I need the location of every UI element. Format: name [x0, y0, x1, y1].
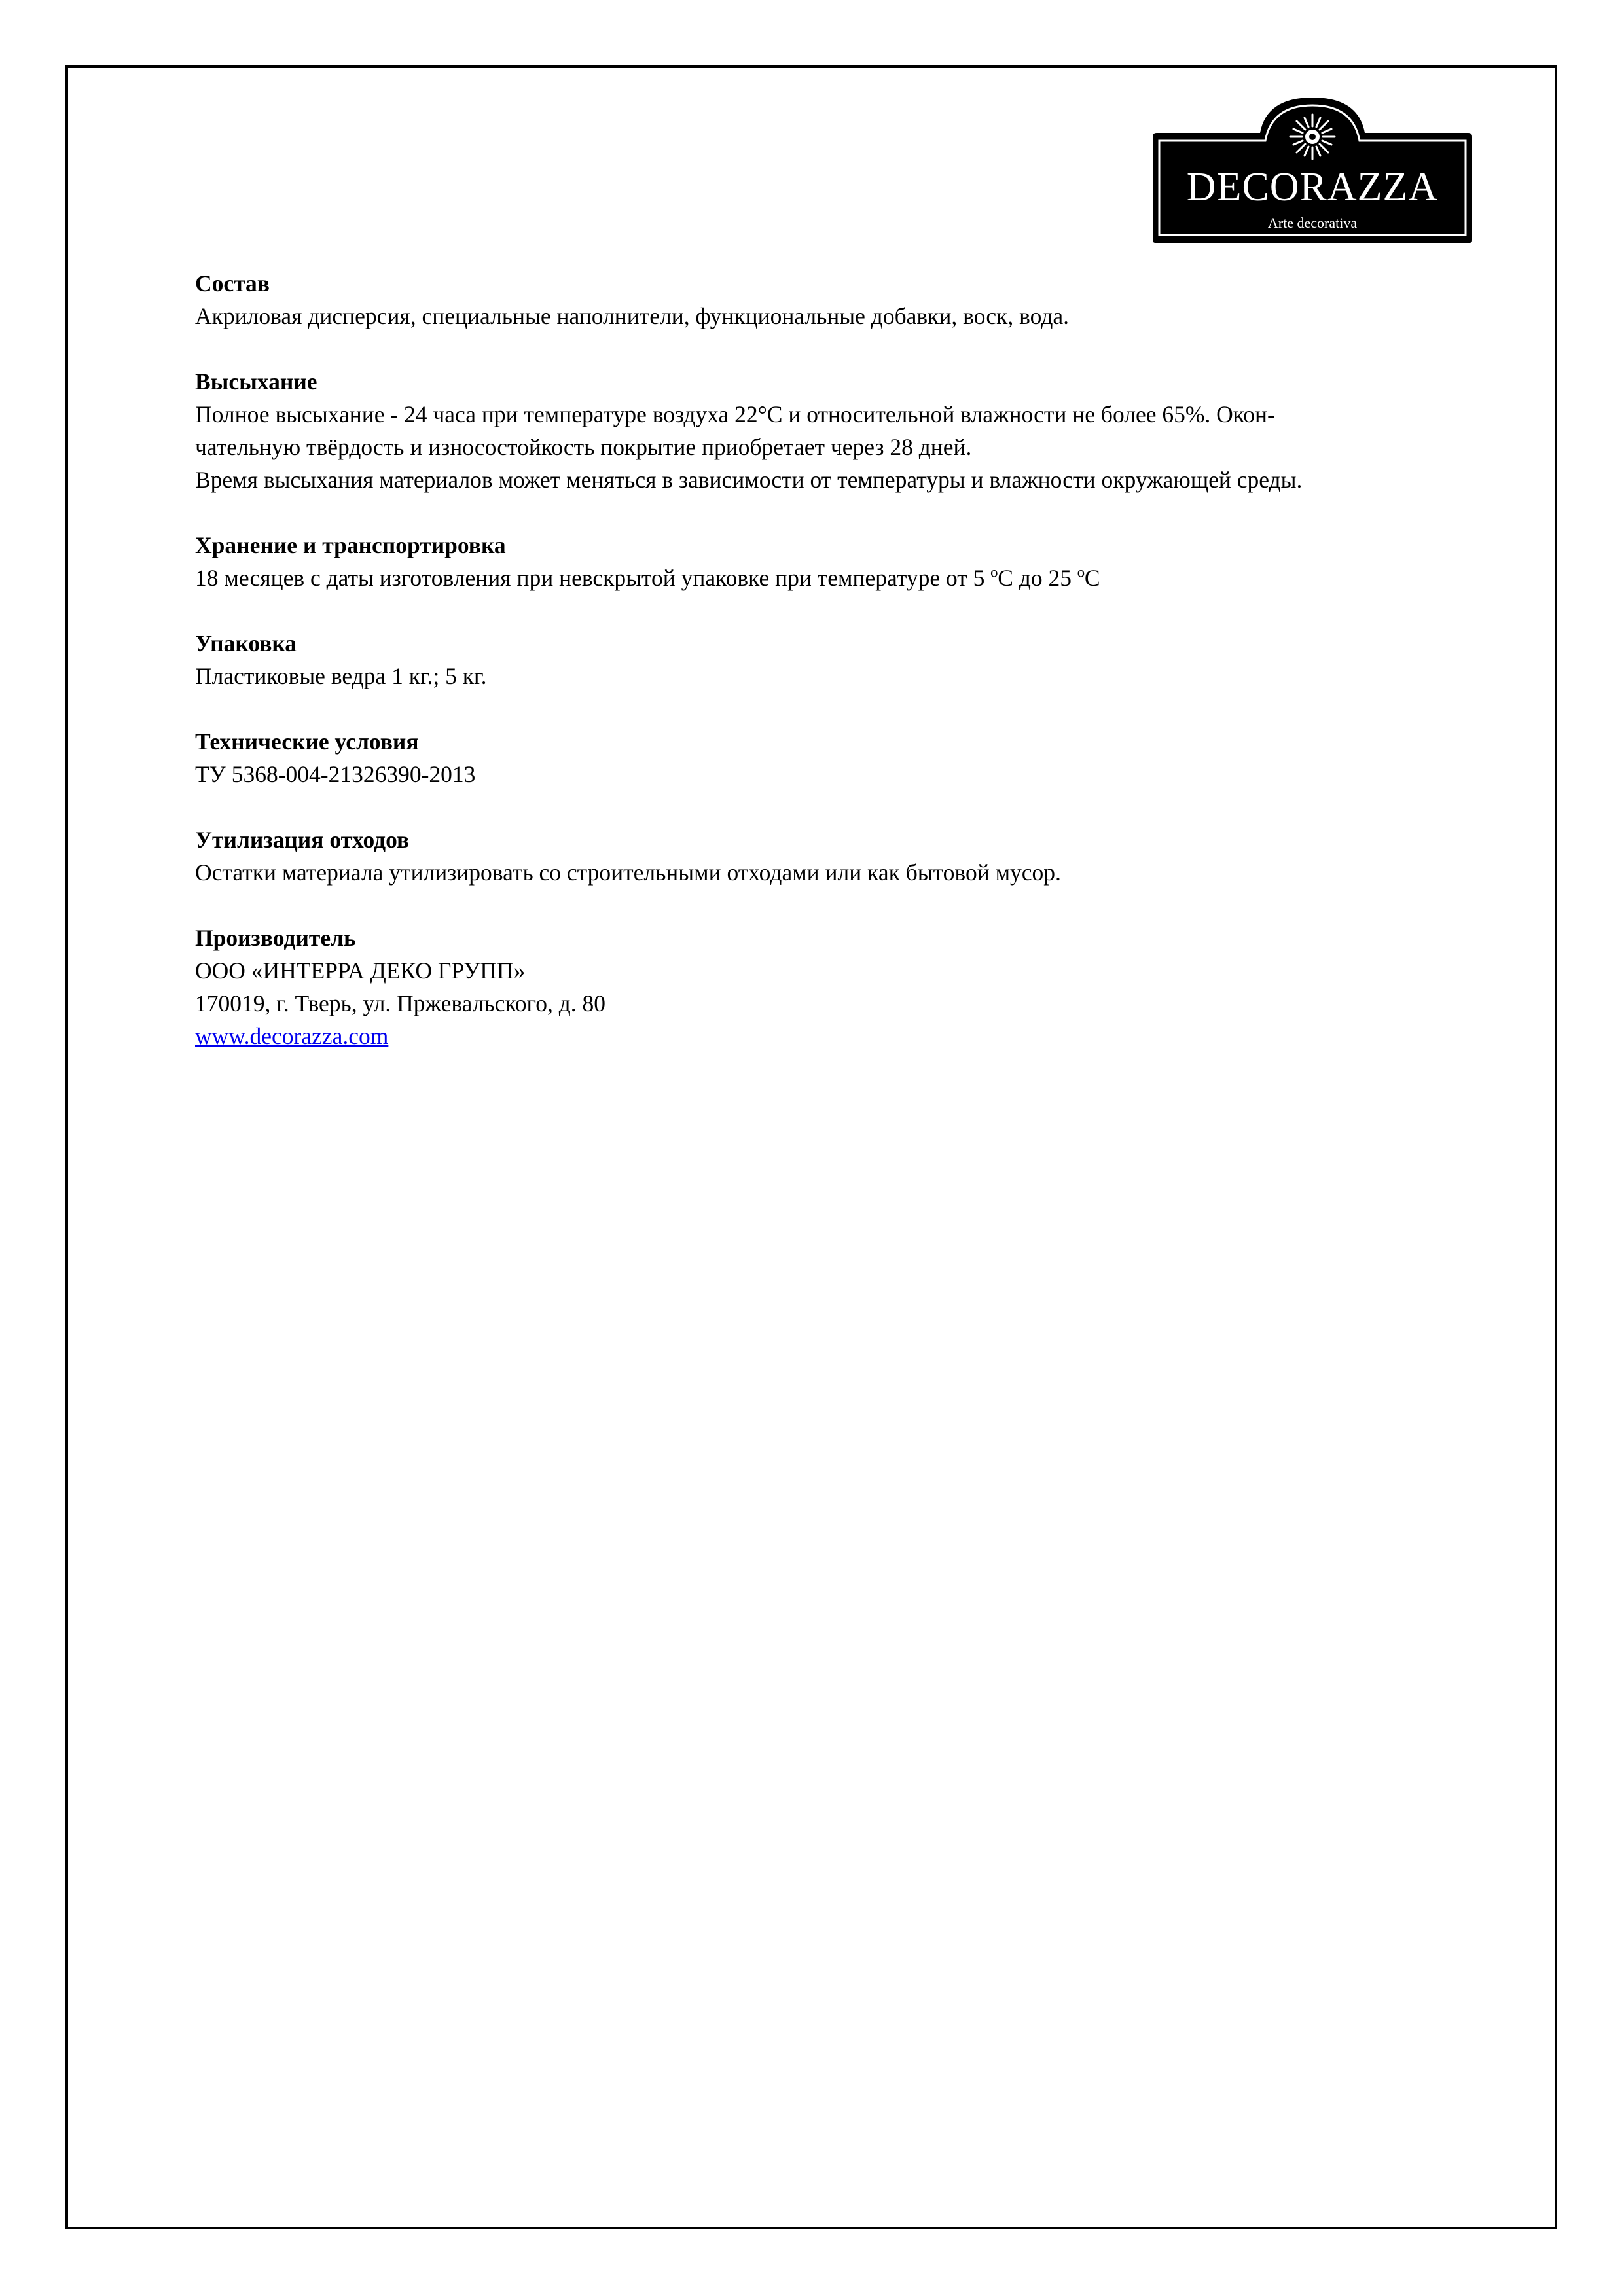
section-specs: [195, 725, 1478, 791]
brand-logo: [1149, 95, 1476, 245]
section-composition: [195, 267, 1478, 332]
section-text: Полное высыхание - 24 часа при температуре воздуха 22°С и относительной влажности не более 65%. Окон-: [195, 401, 1275, 427]
section-title: Технические условия: [195, 728, 419, 755]
section-text: чательную твёрдость и износостойкость покрытие приобретает через 28 дней.: [195, 434, 972, 460]
logo-tagline: Arte decorativa: [1267, 215, 1358, 231]
section-text: Время высыхания материалов может меняться в зависимости от температуры и влажности окружающей среды.: [195, 467, 1303, 493]
section-drying: [195, 365, 1478, 496]
sun-ornament-icon: [1290, 115, 1335, 159]
section-text: 18 месяцев с даты изготовления при невскрытой упаковке при температуре от 5 ºС до 25 ºС: [195, 565, 1100, 591]
section-text: ТУ 5368-004-21326390-2013: [195, 761, 476, 787]
section-text: Акриловая дисперсия, специальные наполнители, функциональные добавки, воск, вода.: [195, 303, 1070, 329]
section-packaging: [195, 627, 1478, 692]
section-disposal: [195, 823, 1478, 889]
section-text: Пластиковые ведра 1 кг.; 5 кг.: [195, 663, 487, 689]
section-storage: [195, 529, 1478, 594]
website-link[interactable]: www.decorazza.com: [195, 1023, 389, 1049]
section-title: Утилизация отходов: [195, 827, 410, 853]
section-text: Остатки материала утилизировать со строительными отходами или как бытовой мусор.: [195, 859, 1061, 886]
document-body: [195, 267, 1478, 1085]
section-title: Состав: [195, 270, 270, 296]
section-title: Высыхание: [195, 368, 317, 395]
section-title: Упаковка: [195, 630, 297, 656]
section-title: Хранение и транспортировка: [195, 532, 506, 558]
manufacturer-address: 170019, г. Тверь, ул. Пржевальского, д. 80: [195, 990, 606, 1016]
logo-brand-text: DECORAZZA: [1186, 165, 1439, 209]
section-title: Производитель: [195, 925, 356, 951]
manufacturer-company: ООО «ИНТЕРРА ДЕКО ГРУПП»: [195, 958, 526, 984]
section-manufacturer: [195, 922, 1478, 1052]
